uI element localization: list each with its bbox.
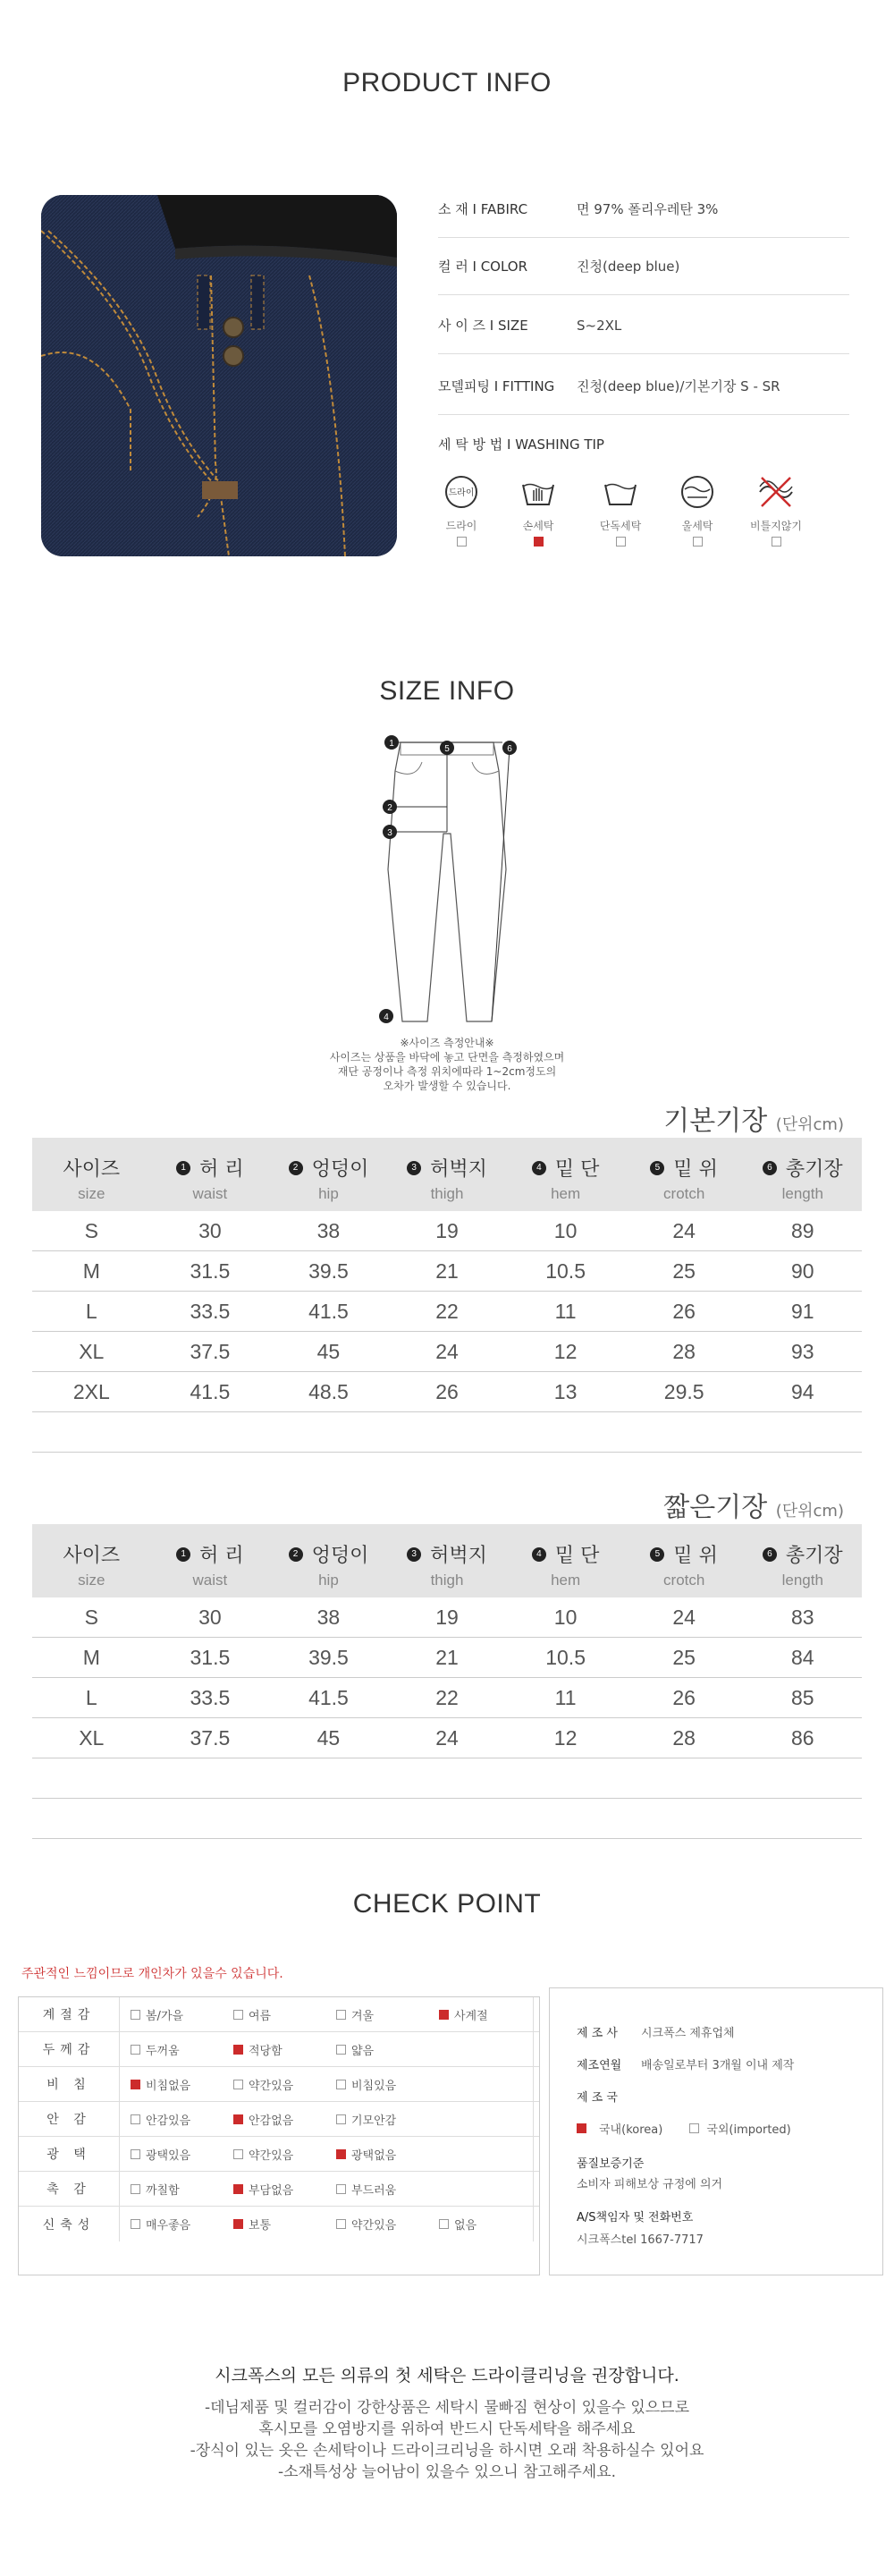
size-cell: XL [79, 1726, 105, 1750]
option-checkbox [131, 2010, 140, 2020]
measure-cell: 45 [316, 1726, 341, 1750]
wash-checkbox-wool [693, 537, 703, 547]
check-point-option [223, 2111, 325, 2128]
measure-cell: 89 [790, 1219, 814, 1242]
option-checkbox [233, 2010, 243, 2020]
date-row [577, 2047, 856, 2080]
short-table-title [663, 1485, 844, 1524]
fabric-label: 소 재 I FABIRC [438, 201, 528, 217]
check-point-option [325, 2006, 428, 2023]
no-bleach-icon [758, 474, 794, 510]
fitting-label: 모델피팅 I FITTING [438, 378, 555, 394]
table-row [32, 1251, 862, 1292]
manufacturer-label: 제 조 사 [577, 2026, 618, 2040]
table-row [32, 1372, 862, 1412]
option-checkbox [336, 2080, 346, 2089]
option-checkbox [439, 2010, 449, 2020]
basic-unit-text: (단위cm) [775, 1115, 844, 1134]
basic-title-text: 기본기장 [663, 1106, 768, 1137]
header-waist: 1 허 리 waist [151, 1138, 270, 1211]
info-row-color [438, 238, 849, 295]
measure-cell: 31.5 [190, 1646, 231, 1669]
measure-cell: 86 [790, 1726, 814, 1750]
option-label: 비침있음 [351, 2079, 397, 2093]
measure-cell: 41.5 [308, 1686, 349, 1709]
check-point-option [325, 2146, 428, 2163]
measure-cell: 41.5 [308, 1300, 349, 1323]
table-row [32, 1597, 862, 1638]
header-hip: 2 엉덩이 hip [269, 1524, 388, 1597]
check-point-option [325, 2216, 428, 2233]
measure-cell: 12 [553, 1726, 578, 1750]
as-label: A/S책임자 및 전화번호 [577, 2211, 694, 2224]
measure-cell: 38 [316, 1219, 341, 1242]
svg-text:5: 5 [444, 744, 450, 754]
measure-cell: 94 [790, 1380, 814, 1403]
check-point-key: 비 침 [46, 2078, 91, 2092]
wool-wash-icon [679, 474, 715, 510]
measure-cell: 10.5 [545, 1259, 586, 1283]
measure-cell: 11 [554, 1686, 577, 1709]
measure-cell: 90 [790, 1259, 814, 1283]
measure-cell: 33.5 [190, 1300, 231, 1323]
option-label: 매우좋음 [146, 2219, 191, 2233]
measure-cell: 45 [316, 1340, 341, 1363]
measure-cell: 28 [672, 1340, 696, 1363]
size-cell: L [85, 1300, 97, 1323]
info-row-size [438, 297, 849, 354]
size-cell: M [82, 1259, 100, 1283]
measure-cell: 33.5 [190, 1686, 231, 1709]
check-point-option [428, 2216, 531, 2233]
pants-measure-diagram [367, 735, 527, 1030]
measure-cell: 37.5 [190, 1340, 231, 1363]
footer-note-line: -장식이 있는 옷은 손세탁이나 드라이크리닝을 하시면 오래 착용하실수 있어요 [190, 2442, 704, 2460]
header-waist: 1 허 리 waist [151, 1524, 270, 1597]
option-checkbox [336, 2010, 346, 2020]
maker-info-box [549, 1987, 883, 2275]
measure-cell: 37.5 [190, 1726, 231, 1750]
measure-cell: 13 [553, 1380, 578, 1403]
table-row [32, 1292, 862, 1332]
wash-item-dry [434, 474, 488, 547]
measure-cell: 22 [435, 1300, 459, 1323]
check-point-row [19, 2137, 539, 2172]
measure-cell: 26 [672, 1686, 696, 1709]
wash-checkbox-no-wring [772, 537, 781, 547]
option-label: 안감있음 [146, 2114, 191, 2128]
check-point-option [325, 2181, 428, 2198]
short-size-table [32, 1524, 862, 1839]
check-point-title: CHECK POINT [352, 1889, 542, 1919]
check-point-option [428, 2006, 531, 2023]
size-note-line: 재단 공정이나 측정 위치에따라 1~2cm정도의 [337, 1065, 557, 1078]
footer-headline: 시크폭스의 모든 의류의 첫 세탁은 드라이클리닝을 권장합니다. [215, 2366, 679, 2385]
size-cell: M [82, 1646, 100, 1669]
size-note [0, 1036, 894, 1093]
check-point-key: 계절감 [42, 2008, 96, 2022]
measure-cell: 31.5 [190, 1259, 231, 1283]
check-point-key: 광 택 [46, 2148, 91, 2162]
wash-checkbox-dry [457, 537, 467, 547]
country-korea-label: 국내(korea) [599, 2123, 663, 2137]
wash-label-hand: 손세탁 [522, 520, 554, 532]
option-label: 없음 [454, 2219, 477, 2233]
header-thigh: 3 허벅지 thigh [388, 1138, 507, 1211]
measure-cell: 30 [198, 1606, 222, 1629]
color-label: 컬 러 I COLOR [438, 258, 528, 275]
option-label: 약간있음 [351, 2219, 397, 2233]
option-label: 여름 [249, 2009, 272, 2023]
header-length: 6 총기장 length [743, 1138, 862, 1211]
check-point-options [119, 2102, 534, 2136]
check-point-option [325, 2076, 428, 2093]
check-point-option [223, 2041, 325, 2058]
measure-cell: 10 [553, 1219, 578, 1242]
footer-note-line: -소재특성상 늘어남이 있을수 있으니 참고해주세요. [277, 2463, 616, 2481]
info-row-fabric [438, 181, 849, 238]
size-cell: S [84, 1606, 98, 1629]
option-label: 부드러움 [351, 2183, 397, 2198]
header-hem: 4 밑 단 hem [506, 1138, 625, 1211]
product-info-title: PRODUCT INFO [342, 68, 552, 97]
check-point-row [19, 1997, 539, 2032]
footer-notes [0, 2397, 894, 2483]
header-size: 사이즈 size [63, 1158, 121, 1202]
option-checkbox [233, 2219, 243, 2229]
manufacturer-value: 시크폭스 제휴업체 [641, 2026, 735, 2040]
measure-cell: 10 [553, 1606, 578, 1629]
fabric-value: 면 97% 폴리우레탄 3% [577, 201, 719, 217]
measure-cell: 38 [316, 1606, 341, 1629]
country-korea-checkbox [577, 2123, 586, 2133]
option-label: 광택없음 [351, 2148, 397, 2163]
measure-cell: 85 [790, 1686, 814, 1709]
measure-cell: 21 [435, 1646, 459, 1669]
svg-text:드라이: 드라이 [448, 488, 475, 498]
check-point-row [19, 2067, 539, 2102]
check-point-option [120, 2076, 223, 2093]
check-point-options [119, 2137, 534, 2171]
size-value: S~2XL [577, 317, 622, 334]
check-point-option [223, 2216, 325, 2233]
check-point-option [223, 2076, 325, 2093]
size-cell: L [85, 1686, 97, 1709]
as-value: 시크폭스tel 1667-7717 [577, 2233, 704, 2247]
option-checkbox [336, 2149, 346, 2159]
check-point-key: 안 감 [46, 2113, 91, 2127]
measure-cell: 29.5 [663, 1380, 704, 1403]
measure-cell: 10.5 [545, 1646, 586, 1669]
country-row [577, 2080, 856, 2112]
option-checkbox [131, 2184, 140, 2194]
table-row-empty [32, 1758, 862, 1799]
option-checkbox [233, 2080, 243, 2089]
wash-label-dry: 드라이 [445, 520, 477, 532]
svg-text:3: 3 [387, 828, 392, 838]
date-value: 배송일로부터 3개월 이내 제작 [641, 2058, 795, 2072]
check-point-option [120, 2181, 223, 2198]
check-point-option [223, 2006, 325, 2023]
option-label: 얇음 [351, 2044, 375, 2058]
warranty-value: 소비자 피해보상 규정에 의거 [577, 2177, 723, 2191]
table-row [32, 1211, 862, 1251]
color-value: 진청(deep blue) [577, 258, 680, 275]
manufacturer-row [577, 2015, 856, 2047]
measure-cell: 48.5 [308, 1380, 349, 1403]
option-checkbox [131, 2080, 140, 2089]
size-note-line: 오차가 발생할 수 있습니다. [383, 1080, 511, 1092]
header-hem: 4 밑 단 hem [506, 1524, 625, 1597]
dry-clean-icon [443, 474, 479, 510]
check-point-options [119, 2067, 534, 2101]
wash-item-wool [670, 474, 724, 547]
product-photo [41, 195, 397, 556]
measure-cell: 21 [435, 1259, 459, 1283]
measure-cell: 26 [672, 1300, 696, 1323]
check-point-key: 신축성 [42, 2217, 96, 2233]
check-point-key: 촉 감 [46, 2182, 91, 2197]
size-note-line: 사이즈는 상품을 바닥에 놓고 단면을 측정하였으며 [329, 1051, 565, 1063]
size-cell: 2XL [72, 1380, 110, 1403]
option-checkbox [233, 2045, 243, 2055]
check-point-row [19, 2032, 539, 2067]
check-point-option [325, 2041, 428, 2058]
separate-wash-icon [603, 474, 638, 510]
measure-cell: 26 [435, 1380, 459, 1403]
table-row-empty [32, 1412, 862, 1453]
table-header [32, 1138, 862, 1211]
header-size: 사이즈 size [63, 1545, 121, 1589]
measure-cell: 12 [553, 1340, 578, 1363]
measure-cell: 24 [672, 1606, 696, 1629]
wash-label-wool: 울세탁 [681, 520, 713, 532]
check-point-row [19, 2207, 539, 2241]
measure-cell: 30 [198, 1219, 222, 1242]
wash-label-no-wring: 비틀지않기 [750, 520, 802, 532]
country-options [577, 2112, 856, 2144]
check-point-warning: 주관적인 느낌이므로 개인차가 있을수 있습니다. [21, 1967, 283, 1981]
option-checkbox [131, 2219, 140, 2229]
table-row-empty [32, 1799, 862, 1839]
measure-cell: 19 [435, 1219, 459, 1242]
header-length: 6 총기장 length [743, 1524, 862, 1597]
size-note-line: ※사이즈 측정안내※ [400, 1037, 494, 1049]
wash-label-separate: 단독세탁 [599, 520, 642, 532]
svg-text:1: 1 [389, 739, 394, 749]
option-label: 비침없음 [146, 2079, 191, 2093]
short-unit-text: (단위cm) [775, 1502, 844, 1521]
measure-cell: 41.5 [190, 1380, 231, 1403]
check-point-options [119, 2207, 534, 2241]
measure-cell: 93 [790, 1340, 814, 1363]
check-point-options [119, 2172, 534, 2206]
option-label: 겨울 [351, 2009, 375, 2023]
footer-note-line: 혹시모를 오염방지를 위하여 반드시 단독세탁을 해주세요 [258, 2420, 636, 2438]
svg-text:2: 2 [387, 803, 392, 813]
basic-table-title [663, 1098, 844, 1138]
check-point-option [120, 2006, 223, 2023]
measure-cell: 22 [435, 1686, 459, 1709]
option-label: 사계절 [454, 2009, 488, 2023]
option-label: 기모안감 [351, 2114, 397, 2128]
header-hip: 2 엉덩이 hip [269, 1138, 388, 1211]
table-row [32, 1638, 862, 1678]
header-crotch: 5 밑 위 crotch [625, 1138, 744, 1211]
wash-item-hand [511, 474, 565, 547]
measure-cell: 91 [790, 1300, 814, 1323]
measure-cell: 28 [672, 1726, 696, 1750]
check-point-option [120, 2146, 223, 2163]
washing-tip-label: 세 탁 방 법 I WASHING TIP [438, 436, 604, 453]
svg-text:6: 6 [507, 744, 512, 754]
warranty-label: 품질보증기준 [577, 2157, 645, 2171]
option-checkbox [131, 2149, 140, 2159]
wash-item-separate [594, 474, 647, 547]
measure-cell: 24 [435, 1340, 459, 1363]
date-label: 제조연월 [577, 2058, 622, 2072]
check-point-row [19, 2172, 539, 2207]
table-row [32, 1678, 862, 1718]
wash-item-no-wring [749, 474, 803, 547]
size-cell: XL [79, 1340, 105, 1363]
option-label: 보통 [249, 2219, 272, 2233]
option-checkbox [439, 2219, 449, 2229]
check-point-option [223, 2146, 325, 2163]
check-point-option [120, 2041, 223, 2058]
measure-cell: 84 [790, 1646, 814, 1669]
option-checkbox [336, 2045, 346, 2055]
check-point-options [119, 2032, 534, 2066]
option-label: 약간있음 [249, 2079, 294, 2093]
wash-checkbox-hand [534, 537, 544, 547]
basic-size-table [32, 1138, 862, 1453]
svg-text:4: 4 [384, 1013, 389, 1022]
measure-cell: 25 [672, 1646, 696, 1669]
country-imported-checkbox [689, 2123, 699, 2133]
short-title-text: 짧은기장 [663, 1492, 768, 1523]
option-checkbox [131, 2045, 140, 2055]
measure-cell: 83 [790, 1606, 814, 1629]
option-label: 봄/가을 [146, 2009, 184, 2023]
size-label: 사 이 즈 I SIZE [438, 318, 528, 334]
header-crotch: 5 밑 위 crotch [625, 1524, 744, 1597]
country-imported-label: 국외(imported) [706, 2123, 791, 2137]
check-point-options [119, 1997, 534, 2031]
check-point-option [120, 2216, 223, 2233]
check-point-key: 두께감 [42, 2043, 96, 2057]
table-row [32, 1332, 862, 1372]
measure-cell: 25 [672, 1259, 696, 1283]
country-label: 제 조 국 [577, 2090, 618, 2105]
measure-cell: 24 [672, 1219, 696, 1242]
option-checkbox [233, 2114, 243, 2124]
option-label: 광택있음 [146, 2148, 191, 2163]
info-row-fitting [438, 358, 849, 415]
option-checkbox [233, 2149, 243, 2159]
measure-cell: 24 [435, 1726, 459, 1750]
option-checkbox [336, 2219, 346, 2229]
check-point-table [18, 1996, 540, 2275]
measure-cell: 11 [554, 1300, 577, 1323]
check-point-row [19, 2102, 539, 2137]
option-label: 까칠함 [146, 2183, 180, 2198]
wash-checkbox-separate [616, 537, 626, 547]
fitting-value: 진청(deep blue)/기본기장 S - SR [577, 378, 780, 394]
option-label: 약간있음 [249, 2148, 294, 2163]
measure-cell: 39.5 [308, 1646, 349, 1669]
check-point-option [223, 2181, 325, 2198]
footer-note-line: -데님제품 및 컬러감이 강한상품은 세탁시 물빠짐 현상이 있을수 있으므로 [204, 2399, 690, 2417]
measure-cell: 39.5 [308, 1259, 349, 1283]
check-point-option [120, 2111, 223, 2128]
table-header [32, 1524, 862, 1597]
size-cell: S [84, 1219, 98, 1242]
option-checkbox [336, 2184, 346, 2194]
option-label: 부담없음 [249, 2183, 294, 2198]
option-checkbox [336, 2114, 346, 2124]
hand-wash-icon [520, 474, 556, 510]
check-point-option [325, 2111, 428, 2128]
option-label: 두꺼움 [146, 2044, 180, 2058]
option-checkbox [233, 2184, 243, 2194]
header-thigh: 3 허벅지 thigh [388, 1524, 507, 1597]
option-label: 안감없음 [249, 2114, 294, 2128]
table-row [32, 1718, 862, 1758]
measure-cell: 19 [435, 1606, 459, 1629]
option-checkbox [131, 2114, 140, 2124]
option-label: 적당함 [249, 2044, 283, 2058]
size-info-title: SIZE INFO [379, 676, 515, 706]
